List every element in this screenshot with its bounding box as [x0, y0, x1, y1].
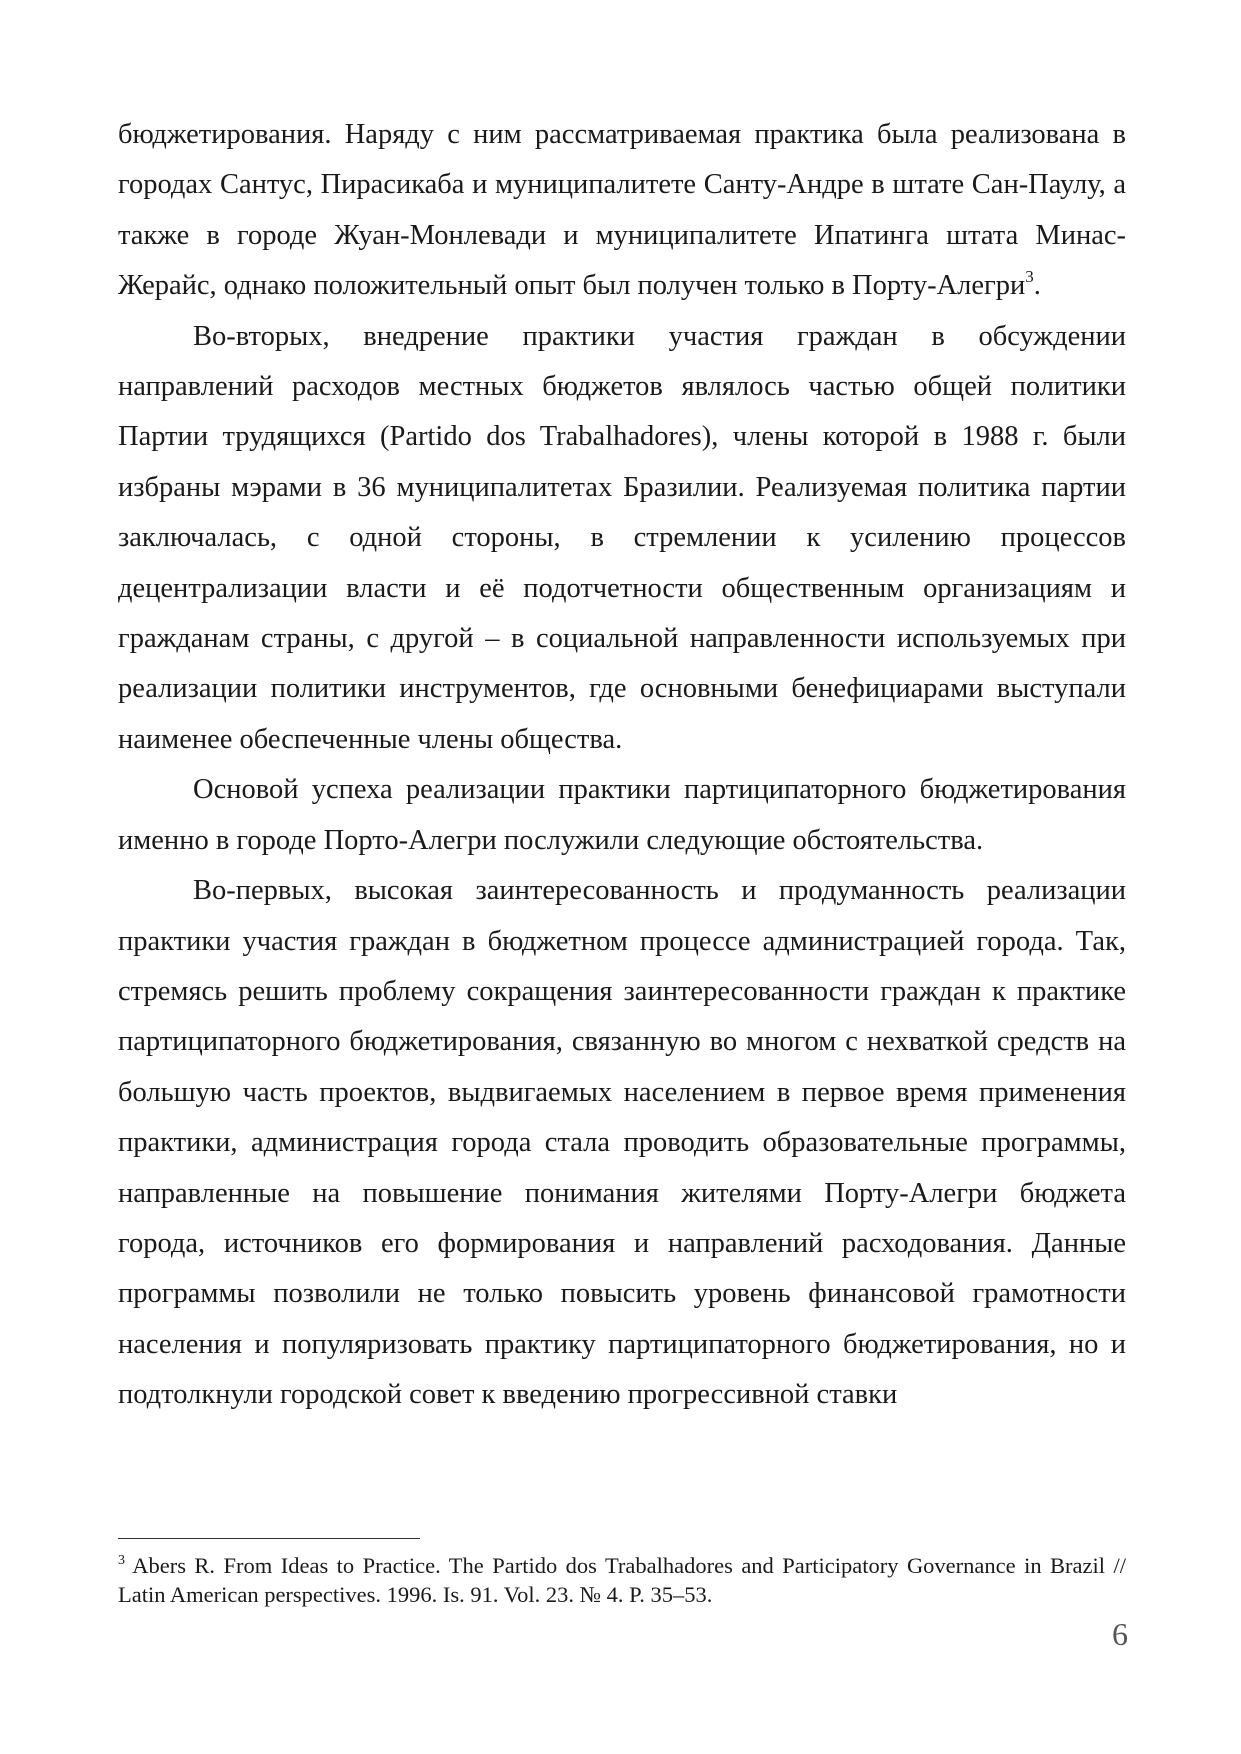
footnote-number: 3 — [118, 1553, 125, 1568]
paragraph-4: Во-первых, высокая заинтересованность и продуманность реализации практики участия граждан в бюджетном процессе администрацией города. Так, стремясь решить проблему сокращения заинтересованности граждан к практике партиципаторного бюджетирования, связанную во многом с нехваткой средств на большую часть проектов, выдвигаемых населением в первое время применения практики, администрация города стала проводить образовательные программы, направленные на повышение понимания жителями Порту-Алегри бюджета города, источников его формирования и направлений расходования. Данные программы позволили не только повысить уровень финансовой грамотности населения и популяризовать практику партиципаторного бюджетирования, но и подтолкнули городской совет к введению прогрессивной ставки — [118, 875, 1126, 1411]
paragraph-3: Основой успеха реализации практики партиципаторного бюджетирования именно в городе Порто-Алегри послужили следующие обстоятельства. — [118, 774, 1126, 856]
footnote-separator — [118, 1538, 420, 1539]
footnote-reference[interactable]: 3 — [1025, 267, 1034, 287]
footnote-text: Abers R. From Ideas to Practice. The Partido dos Trabalhadores and Participatory Governance in Brazil // Latin American perspectives. 1996. Is. 91. Vol. 23. № 4. P. 35–53. — [118, 1553, 1126, 1607]
paragraph-1 — [118, 110, 1126, 312]
paragraph-2: Во-вторых, внедрение практики участия граждан в обсуждении направлений расходов местных бюджетов являлось частью общей политики Партии трудящихся (Partido dos Trabalhadores), члены которой в 1988 г. были избраны мэрами в 36 муниципалитетах Бразилии. Реализуемая политика партии заключалась, с одной стороны, в стремлении к усилению процессов децентрализации власти и её подотчетности общественным организациям и гражданам страны, с другой – в социальной направленности используемых при реализации политики инструментов, где основными бенефициарами выступали наименее обеспеченные члены общества. — [118, 320, 1126, 755]
paragraph-1-end: . — [1033, 270, 1041, 302]
page-number: 6 — [1112, 1616, 1128, 1652]
paragraph-1-text: бюджетирования. Наряду с ним рассматриваемая практика была реализована в городах Сантус, Пирасикаба и муниципалитете Санту-Андре в штате Сан-Паулу, а также в городе Жуан-Монлевади и муниципалитете Ипатинга штата Минас-Жерайс, однако положительный опыт был получен только в Порту-Алегри — [118, 119, 1126, 302]
body-text — [118, 110, 1126, 1421]
footnote — [118, 1551, 1126, 1609]
